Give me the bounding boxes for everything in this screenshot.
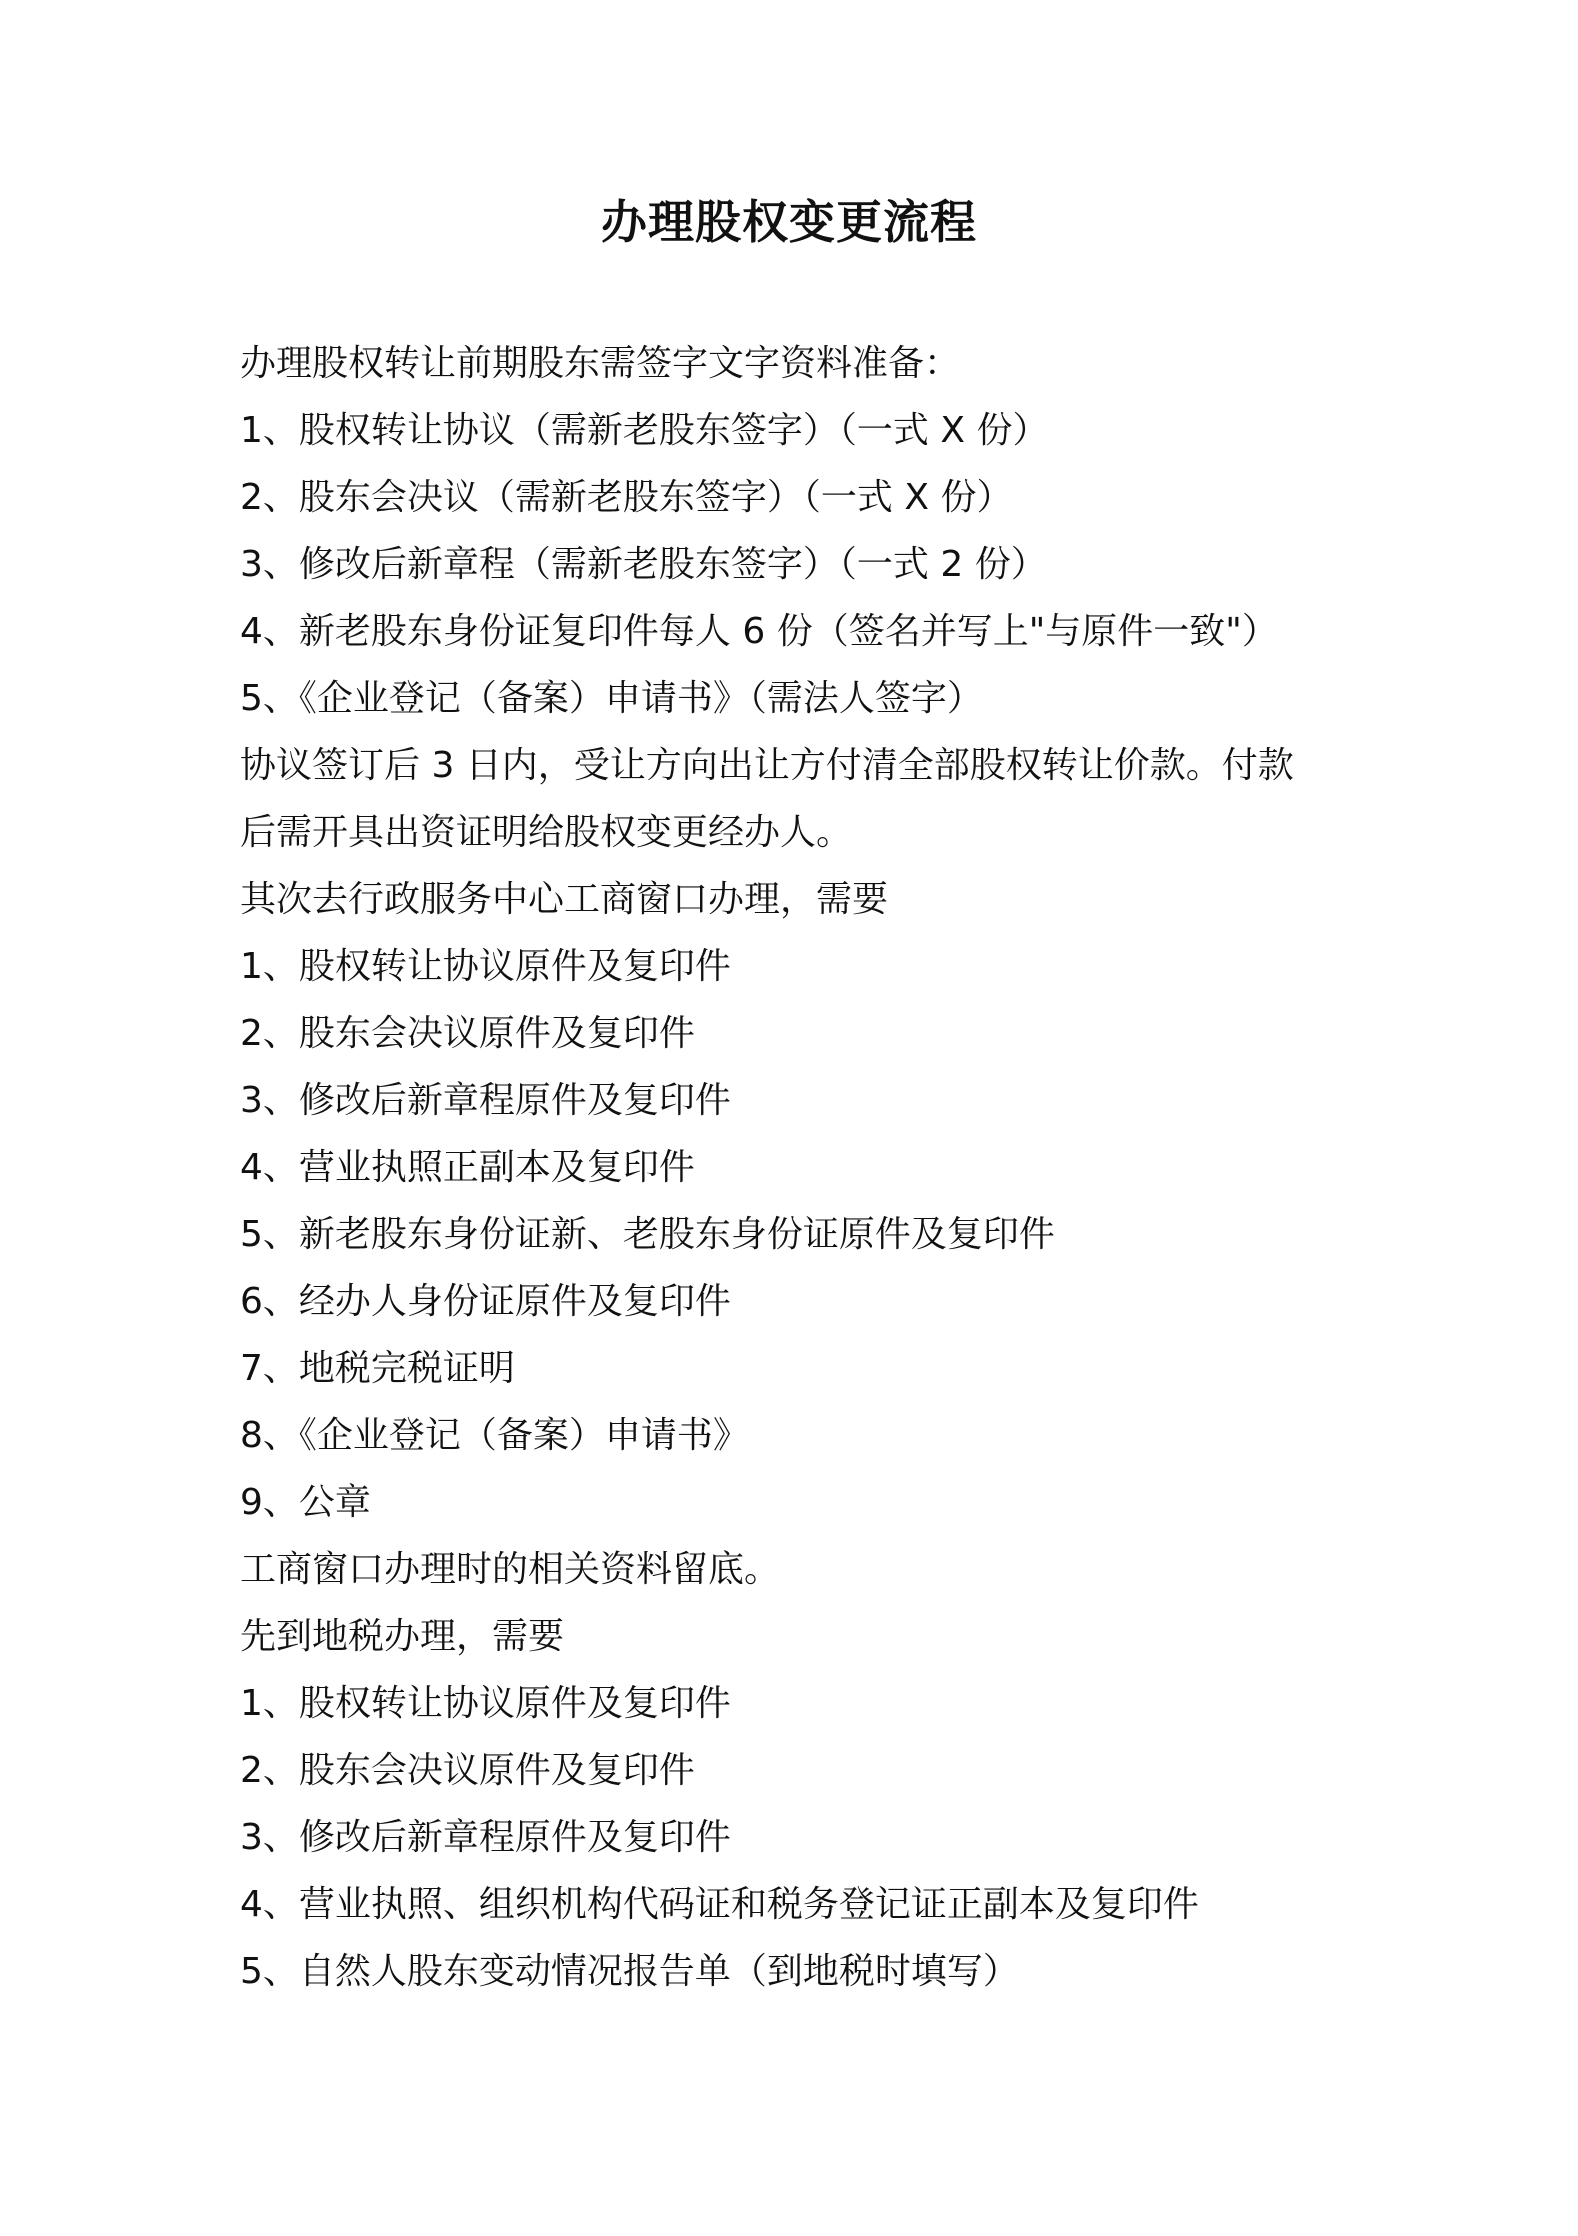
document-title: 办理股权变更流程 [601,195,977,249]
list-item: 8、《企业登记（备案）申请书》 [240,1415,749,1456]
list-item: 2、股东会决议原件及复印件 [240,1013,695,1054]
text-line: 工商窗口办理时的相关资料留底。 [240,1549,781,1590]
list-item: 5、新老股东身份证新、老股东身份证原件及复印件 [240,1214,1055,1255]
list-item: 4、营业执照正副本及复印件 [240,1147,695,1188]
list-item: 4、营业执照、组织机构代码证和税务登记证正副本及复印件 [240,1884,1199,1925]
list-item: 1、股权转让协议原件及复印件 [240,1683,731,1724]
list-item: 2、股东会决议（需新老股东签字）（一式 X 份） [240,477,1013,518]
text-line: 其次去行政服务中心工商窗口办理，需要 [240,879,889,920]
text-line: 办理股权转让前期股东需签字文字资料准备： [240,343,961,384]
list-item: 5、《企业登记（备案）申请书》（需法人签字） [240,678,983,719]
list-item: 6、经办人身份证原件及复印件 [240,1281,731,1322]
text-line: 协议签订后 3 日内，受让方向出让方付清全部股权转让价款。付款 [240,745,1294,786]
list-item: 7、地税完税证明 [240,1348,515,1389]
list-item: 1、股权转让协议原件及复印件 [240,946,731,987]
text-line: 先到地税办理，需要 [240,1616,565,1657]
list-item: 3、修改后新章程原件及复印件 [240,1817,731,1858]
list-item: 1、股权转让协议（需新老股东签字）（一式 X 份） [240,410,1049,451]
list-item: 3、修改后新章程原件及复印件 [240,1080,731,1121]
document-body [240,330,1360,2005]
list-item: 5、自然人股东变动情况报告单（到地税时填写） [240,1951,1019,1992]
list-item: 3、修改后新章程（需新老股东签字）（一式 2 份） [240,544,1047,585]
list-item: 4、新老股东身份证复印件每人 6 份（签名并写上"与原件一致"） [240,611,1278,652]
list-item: 2、股东会决议原件及复印件 [240,1750,695,1791]
list-item: 9、公章 [240,1482,371,1523]
text-line: 后需开具出资证明给股权变更经办人。 [240,812,853,853]
